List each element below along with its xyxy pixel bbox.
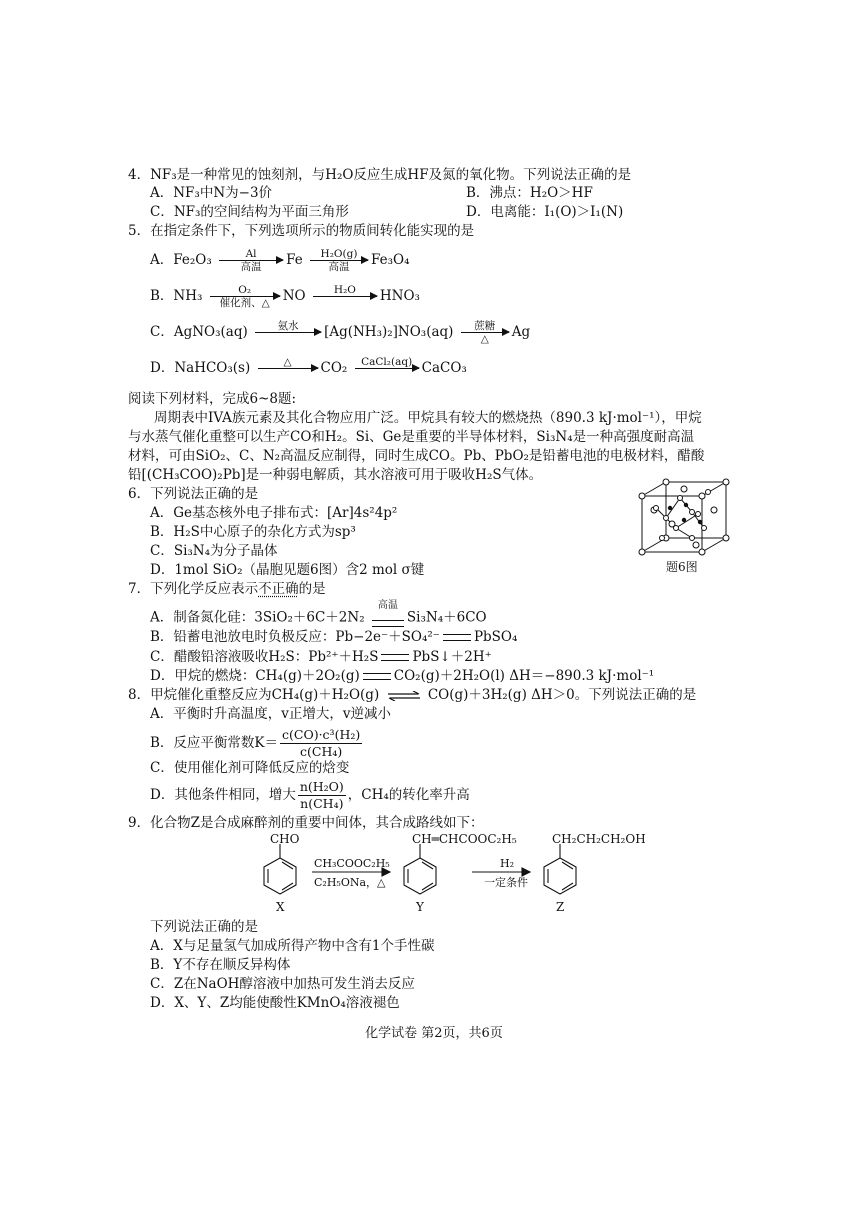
equilibrium-constant-fraction: $\frac{\text{c(CO)·c³(H₂)}}{\text{c(CH₄)}}$	[282, 727, 361, 759]
reading-intro: 阅读下列材料，完成6~8题:	[128, 391, 297, 407]
q5-option-a: A．Fe₂O₃ Al 高温 Fe H₂O(g) 高温 Fe₃O₄	[150, 248, 410, 273]
q8-option-c: C．使用催化剂可降低反应的焓变	[150, 760, 350, 776]
reaction-arrow: Al 高温	[219, 248, 283, 273]
q6-option-c: C．Si₃N₄为分子晶体	[150, 543, 278, 559]
sio2-unit-cell-figure	[636, 478, 732, 558]
q7-stem: 7．下列化学反应表示不正确的是	[128, 581, 326, 597]
reaction-arrow: O₂ 催化剂、△	[210, 284, 280, 309]
q5-stem: 5．在指定条件下，下列选项所示的物质间转化能实现的是	[128, 223, 475, 239]
q4-option-d: D．电离能：I₁(O)＞I₁(N)	[466, 204, 624, 220]
y-substituent: CH═CHCOOC₂H₅	[412, 832, 517, 846]
reaction-arrow: 氨水	[255, 320, 321, 345]
ratio-fraction: $\frac{\text{n(H₂O)}}{\text{n(CH₄)}}$	[299, 779, 344, 811]
reaction-arrow: 蔗糖 △	[461, 320, 509, 345]
q7-option-c: C．醋酸铅溶液吸收H₂S：Pb²⁺＋H₂S PbS↓＋2H⁺	[150, 649, 492, 665]
q9-ask: 下列说法正确的是	[150, 919, 258, 935]
q8-option-b: B．反应平衡常数K＝ $\frac{\text{c(CO)·c³(H₂)}}{\text{c(CH₄)}}$	[150, 727, 361, 759]
q5-option-d: D．NaHCO₃(s) △ CO₂ CaCl₂(aq) CaCO₃	[150, 350, 467, 386]
z-substituent: CH₂CH₂CH₂OH	[552, 832, 646, 846]
q7-option-a: A．制备氮化硅：3SiO₂＋6C＋2N₂ 高温 Si₃N₄＋6CO	[150, 601, 487, 635]
q4-option-b: B．沸点：H₂O＞HF	[466, 185, 593, 201]
q5-option-c: C．AgNO₃(aq) 氨水 [Ag(NH₃)₂]NO₃(aq) 蔗糖 △ Ag	[150, 320, 531, 345]
q7-option-d: D．甲烷的燃烧：CH₄(g)＋2O₂(g) CO₂(g)＋2H₂O(l) ΔH＝−890.3 kJ·mol⁻¹	[150, 668, 655, 684]
page-footer: 化学试卷 第2页，共6页	[365, 1026, 503, 1041]
reading-line: 材料，可由SiO₂、C、N₂高温反应制得，同时生成CO。Pb、PbO₂是铅蓄电池的电极材料，醋酸	[128, 448, 705, 464]
reaction-arrow: H₂O(g) 高温	[310, 248, 368, 273]
q9-option-b: B．Y不存在顺反异构体	[150, 957, 291, 973]
step2-condition: 一定条件	[484, 876, 528, 889]
label-z: Z	[556, 900, 565, 914]
q6-option-b: B．H₂S中心原子的杂化方式为sp³	[150, 524, 356, 540]
reaction-arrow: CaCl₂(aq)	[355, 356, 419, 381]
q9-option-d: D．X、Y、Z均能使酸性KMnO₄溶液褪色	[150, 995, 400, 1011]
step1-reagent: CH₃COOC₂H₅	[314, 857, 390, 870]
condition-equals: 高温	[371, 601, 405, 635]
reaction-arrow: H₂O	[313, 284, 377, 309]
q9-stem: 9．化合物Z是合成麻醉剂的重要中间体，其合成路线如下：	[128, 815, 484, 831]
x-substituent: CHO	[270, 832, 300, 846]
q8-stem: 8．甲烷催化重整反应为CH₄(g)＋H₂O(g) CO(g)＋3H₂(g) ΔH＞0。下列说法正确的是	[128, 687, 697, 703]
q4-option-a: A．NF₃中N为−3价	[150, 185, 273, 201]
q9-option-a: A．X与足量氢气加成所得产物中含有1个手性碳	[150, 938, 435, 954]
reaction-arrow: △	[258, 356, 318, 381]
reading-line: 与水蒸气催化重整可以生产CO和H₂。Si、Ge是重要的半导体材料，Si₃N₄是一种高强度耐高温	[128, 429, 695, 445]
reading-line: 铅[(CH₃COO)₂Pb]是一种弱电解质，其水溶液可用于吸收H₂S气体。	[128, 467, 543, 483]
q8-option-d: D．其他条件相同，增大 $\frac{\text{n(H₂O)}}{\text{n(CH₄)}}$ ，CH₄的转化率升高	[150, 779, 470, 811]
reading-line: 周期表中IVA族元素及其化合物应用广泛。甲烷具有较大的燃烧热（890.3 kJ·mol⁻¹），甲烷	[154, 410, 702, 426]
q6-option-a: A．Ge基态核外电子排布式：[Ar]4s²4p²	[150, 505, 398, 521]
q7-option-b: B．铅蓄电池放电时负极反应：Pb−2e⁻＋SO₄²⁻ PbSO₄	[150, 629, 518, 645]
figure-caption: 题6图	[666, 560, 698, 574]
label-x: X	[276, 900, 285, 914]
q4-stem: 4．NF₃是一种常见的蚀刻剂，与H₂O反应生成HF及氮的氧化物。下列说法正确的是	[128, 167, 632, 183]
step2-reagent: H₂	[500, 857, 515, 870]
step1-condition: C₂H₅ONa，△	[314, 876, 386, 889]
q8-option-a: A．平衡时升高温度，v正增大，v逆减小	[150, 706, 392, 722]
q5-option-b: B．NH₃ O₂ 催化剂、△ NO H₂O HNO₃	[150, 284, 420, 309]
q4-option-c: C．NF₃的空间结构为平面三角形	[150, 204, 349, 220]
equilibrium-arrow-icon	[387, 691, 421, 701]
label-y: Y	[416, 900, 424, 914]
q6-option-d: D．1mol SiO₂（晶胞见题6图）含2 mol σ键	[150, 562, 425, 578]
q9-option-c: C．Z在NaOH醇溶液中加热可发生消去反应	[150, 976, 415, 992]
q6-stem: 6．下列说法正确的是	[128, 486, 259, 502]
